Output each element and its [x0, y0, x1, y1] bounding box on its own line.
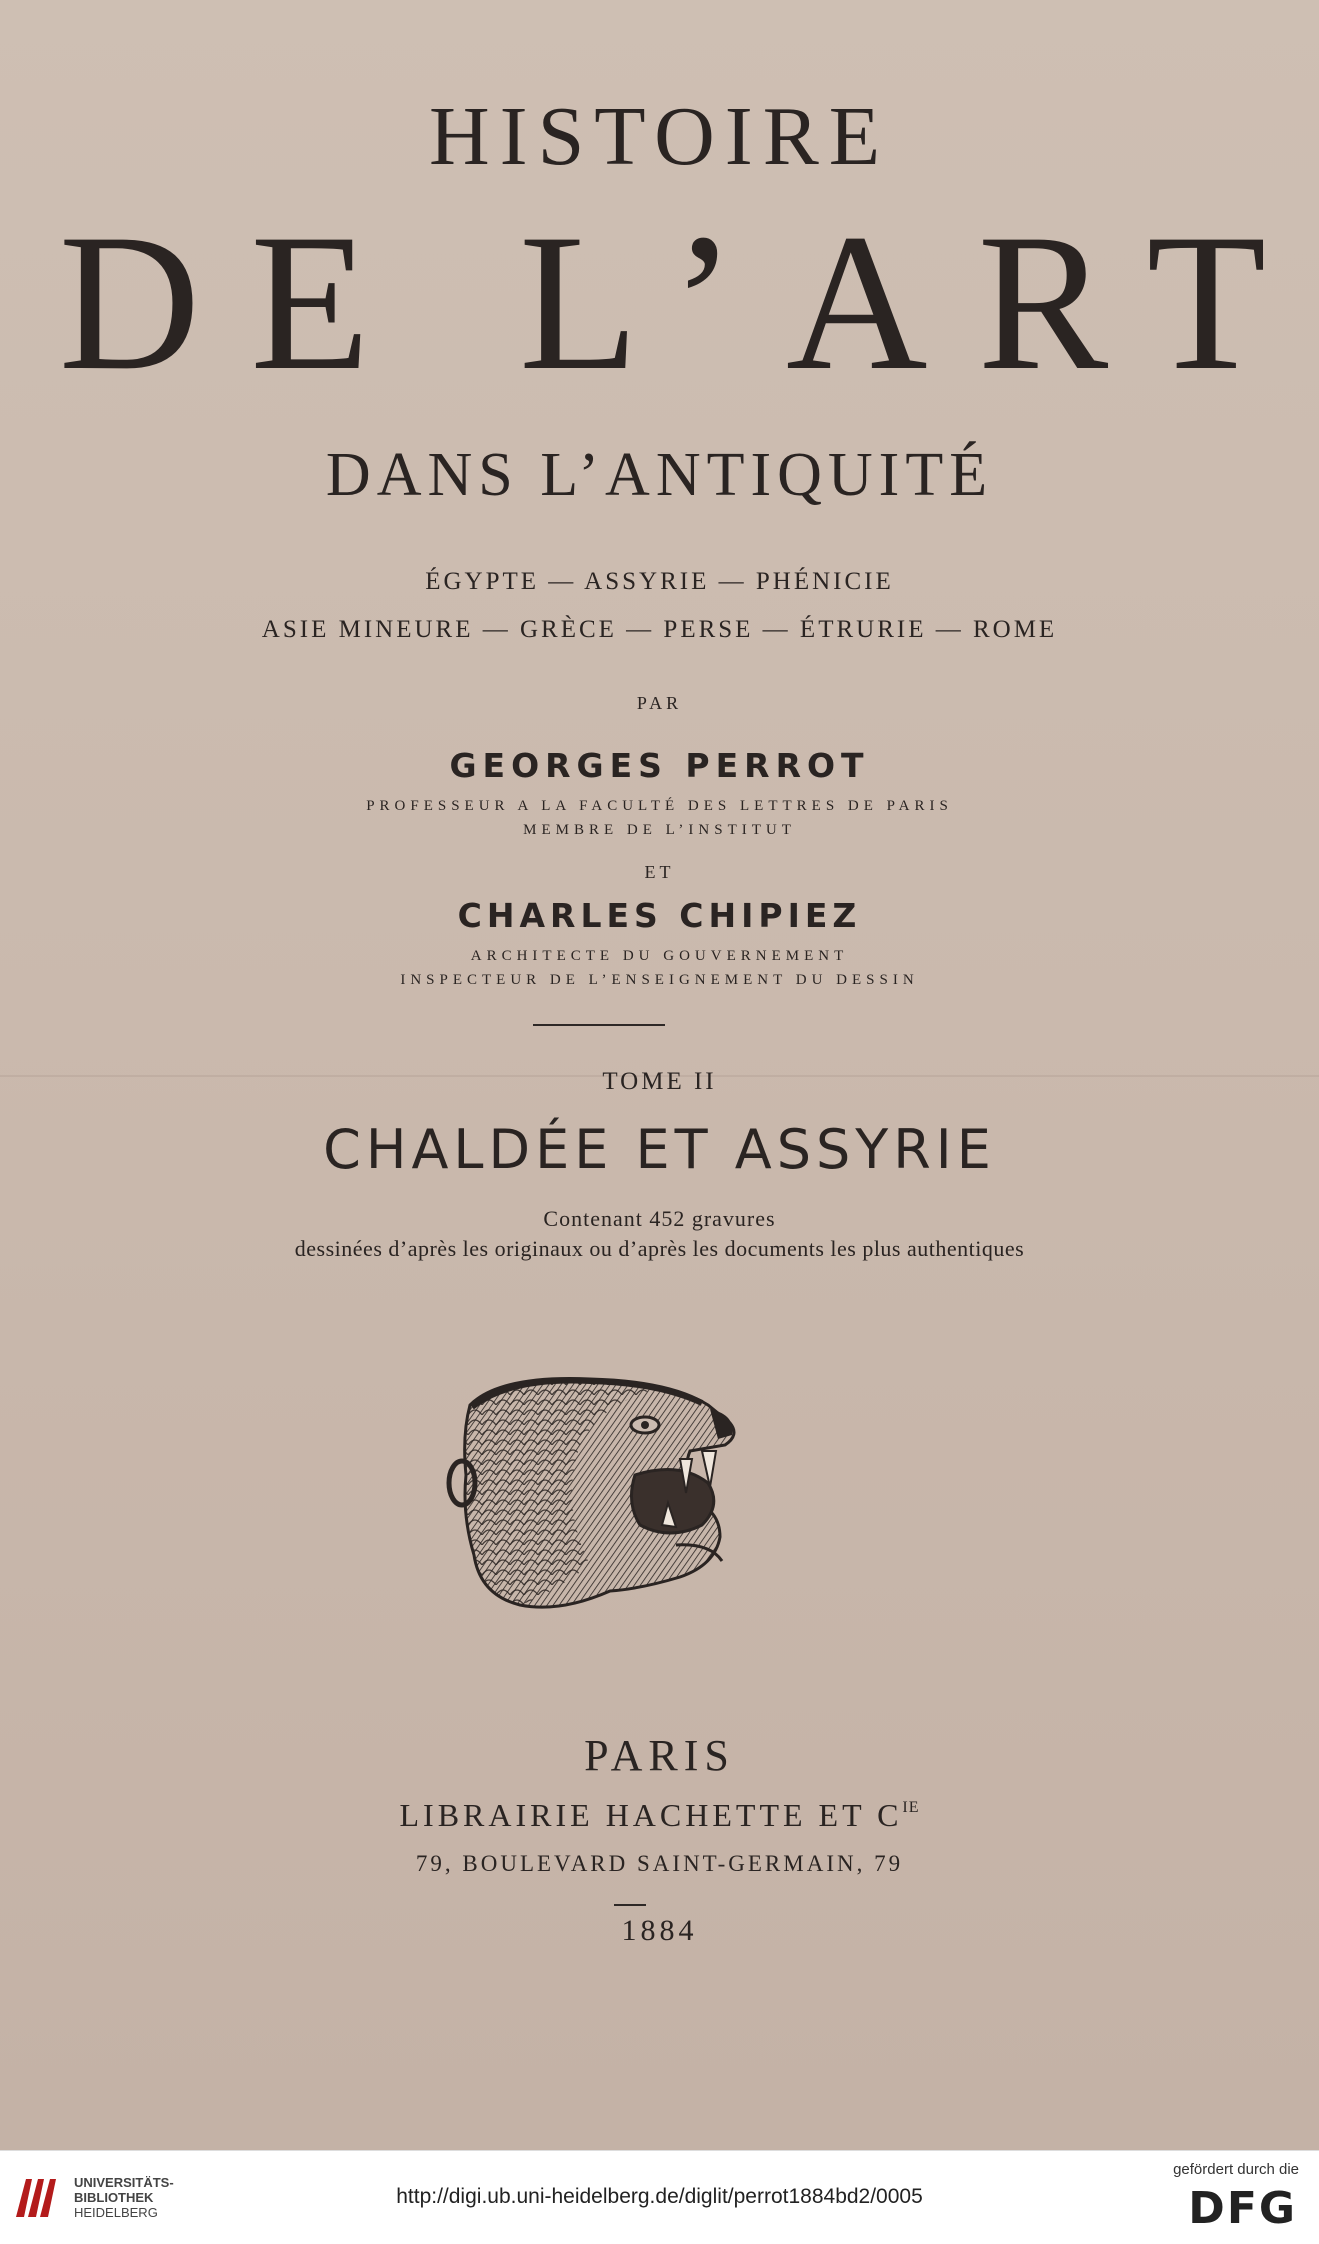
subtitle-line-1: ÉGYPTE — ASSYRIE — PHÉNICIE [425, 568, 894, 595]
author-2-name: CHARLES CHIPIEZ [457, 896, 862, 935]
title-line-3: DANS L’ANTIQUITÉ [325, 441, 994, 509]
lion-head-engraving-icon [440, 1365, 770, 1615]
divider-rule [533, 1024, 665, 1026]
imprint-publisher [0, 1797, 1319, 1834]
contents-line-1: Contenant 452 gravures [543, 1206, 776, 1231]
imprint-year: 1884 [621, 1914, 698, 1947]
author-1-affiliation-2: MEMBRE DE L’INSTITUT [523, 822, 796, 838]
author-2-affiliation-2: INSPECTEUR DE L’ENSEIGNEMENT DU DESSIN [400, 972, 919, 988]
imprint-city: PARIS [584, 1731, 735, 1780]
dfg-logo: DFG [1188, 2183, 1297, 2234]
library-line-3: HEIDELBERG [74, 2205, 158, 2220]
viewer-footer [0, 2150, 1319, 2244]
title-line-1: HISTOIRE [428, 90, 891, 183]
publisher-name: LIBRAIRIE HACHETTE ET C [399, 1797, 903, 1833]
title-line-2: DE L’ART [58, 194, 1317, 411]
by-label: PAR [636, 693, 683, 713]
funded-by-label: gefördert durch die [1173, 2161, 1299, 2178]
and-label: ET [644, 862, 675, 882]
library-line-2: BIBLIOTHEK [74, 2190, 154, 2205]
permalink-url[interactable]: http://digi.ub.uni-heidelberg.de/diglit/perrot1884bd2/0005 [396, 2185, 923, 2208]
library-line-1: UNIVERSITÄTS- [74, 2175, 174, 2190]
subtitle-line-2: ASIE MINEURE — GRÈCE — PERSE — ÉTRURIE — ROME [261, 616, 1058, 643]
author-1-name: GEORGES PERROT [449, 746, 870, 785]
short-rule [614, 1904, 646, 1906]
author-2-affiliation-1: ARCHITECTE DU GOUVERNEMENT [470, 948, 849, 964]
imprint-address: 79, BOULEVARD SAINT-GERMAIN, 79 [415, 1851, 904, 1876]
author-1-affiliation-1: PROFESSEUR A LA FACULTÉ DES LETTRES DE PARIS [366, 798, 953, 814]
volume-number: TOME II [602, 1068, 717, 1095]
publisher-suffix: IE [902, 1799, 920, 1816]
volume-title: CHALDÉE ET ASSYRIE [323, 1118, 996, 1181]
contents-line-2: dessinées d’après les originaux ou d’après les documents les plus authentiques [294, 1236, 1025, 1261]
